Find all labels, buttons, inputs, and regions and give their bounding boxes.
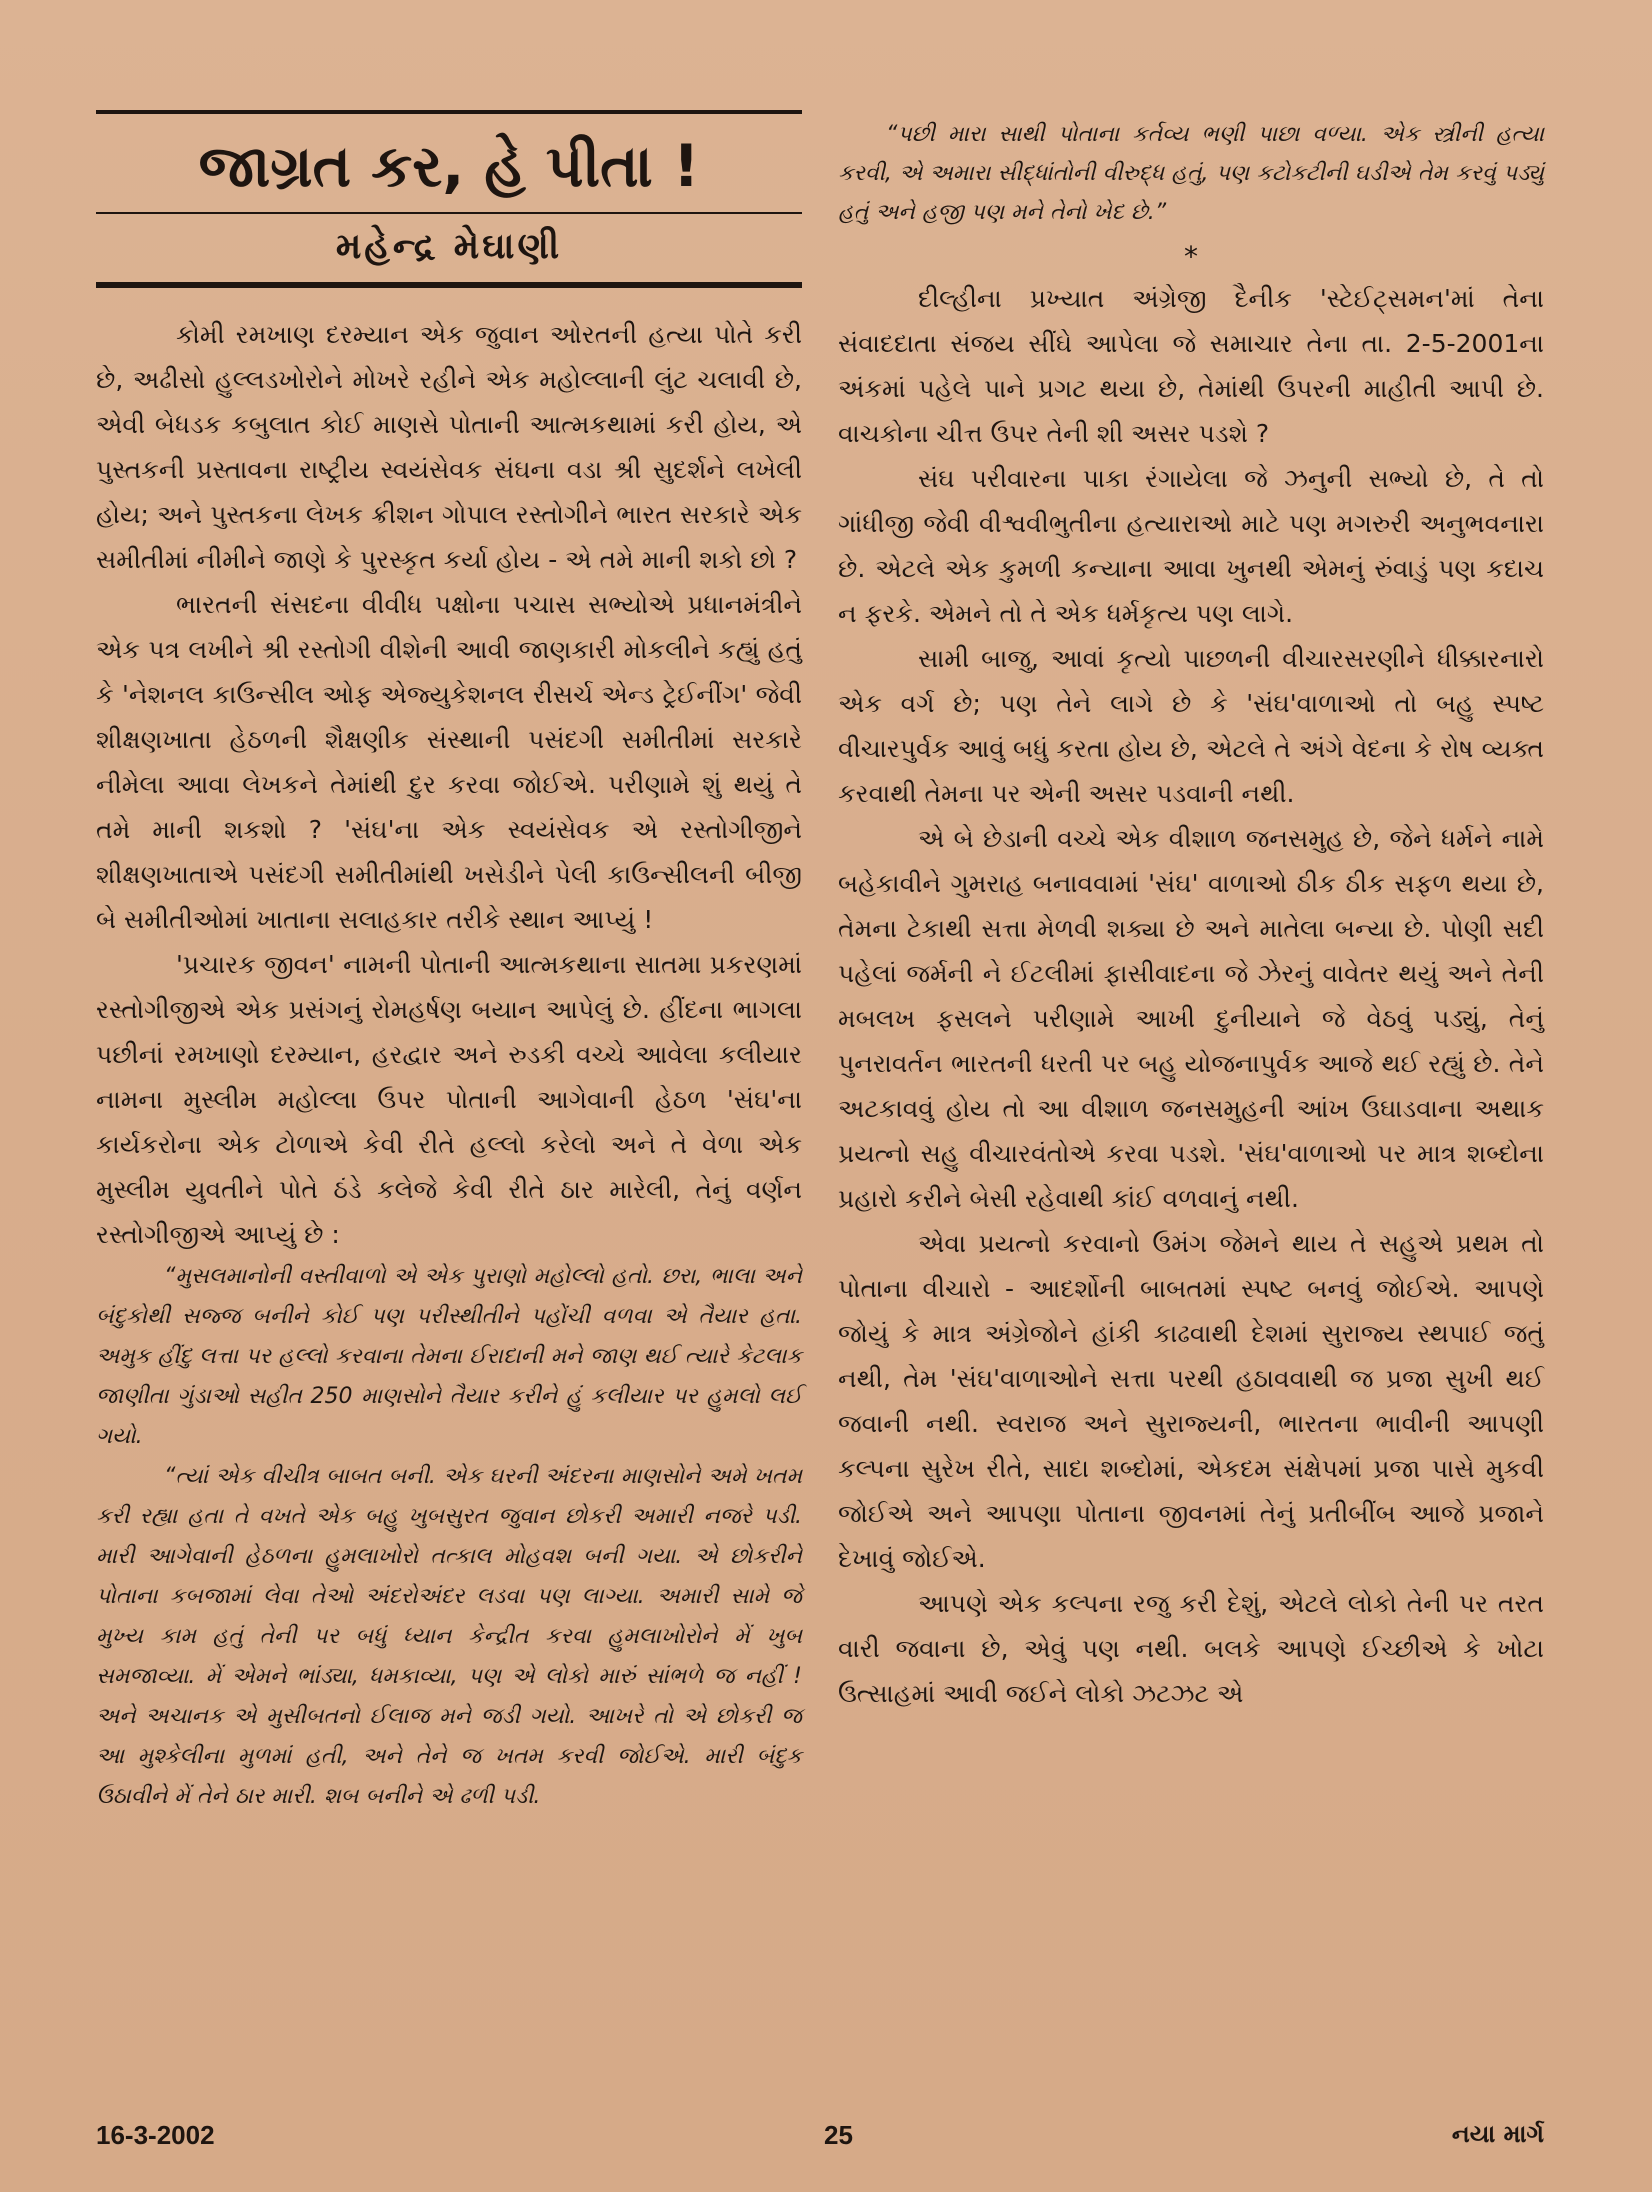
paragraph: સામી બાજુ, આવાં કૃત્યો પાછળની વીચારસરણીને ધીક્કારનારો એક વર્ગ છે; પણ તેને લાગે છે કે 'સંઘ'વાળાઓ તો બહુ સ્પષ્ટ વીચારપુર્વક આવું બધું કરતા હોય છે, એટલે તે અંગે વેદના કે રોષ વ્યક્ત કરવાથી તેમના પર એની અસર પડવાની નથી. — [838, 644, 1544, 808]
paragraph: એવા પ્રયત્નો કરવાનો ઉમંગ જેમને થાય તે સહુએ પ્રથમ તો પોતાના વીચારો - આદર્શોની બાબતમાં સ્પષ્ટ બનવું જોઈએ. આપણે જોયું કે માત્ર અંગ્રેજોને હાંકી કાઢવાથી દેશમાં સુરાજ્ય સ્થપાઈ જતું નથી, તેમ 'સંઘ'વાળાઓને સત્તા પરથી હઠાવવાથી જ પ્રજા સુખી થઈ જવાની નથી. સ્વરાજ અને સુરાજ્યની, ભારતના ભાવીની આપણી કલ્પના સુરેખ રીતે, સાદા શબ્દોમાં, એકદમ સંક્ષેપમાં પ્રજા પાસે મુકવી જોઈએ અને આપણા પોતાના જીવનમાં તેનું પ્રતીબીંબ આજે પ્રજાને દેખાવું જોઈએ. — [838, 1229, 1544, 1573]
article-author: મહેન્દ્ર મેઘાણી — [335, 226, 563, 267]
right-quote-block — [838, 115, 1544, 232]
left-body-text — [96, 312, 802, 1257]
header-bottom-rule — [96, 282, 802, 288]
page-footer — [96, 2120, 1544, 2160]
paragraph: કોમી રમખાણ દરમ્યાન એક જુવાન ઓરતની હત્યા પોતે કરી છે, અઢીસો હુલ્લડખોરોને મોખરે રહીને એક મહોલ્લાની લુંટ ચલાવી છે, એવી બેધડક કબુલાત કોઈ માણસે પોતાની આત્મકથામાં કરી હોય, એ પુસ્તકની પ્રસ્તાવના રાષ્ટ્રીય સ્વયંસેવક સંઘના વડા શ્રી સુદર્શને લખેલી હોય; અને પુસ્તકના લેખક ક્રીશન ગોપાલ રસ્તોગીને ભારત સરકારે એક સમીતીમાં નીમીને જાણે કે પુરસ્કૃત કર્યા હોય - એ તમે માની શકો છો ? — [96, 320, 802, 574]
magazine-name: નયા માર્ગ — [1451, 2120, 1544, 2148]
page-number: 25 — [824, 2120, 853, 2150]
paragraph: દીલ્હીના પ્રખ્યાત અંગ્રેજી દૈનીક 'સ્ટેઈટ્સમન'માં તેના સંવાદદાતા સંજય સીંઘે આપેલા જે સમાચાર તેના તા. 2-5-2001ના અંકમાં પહેલે પાને પ્રગટ થયા છે, તેમાંથી ઉપરની માહીતી આપી છે. વાચકોના ચીત્ત ઉપર તેની શી અસર પડશે ? — [838, 284, 1544, 448]
right-body-text — [838, 276, 1544, 1716]
right-column — [838, 115, 1544, 1716]
title-top-rule — [96, 110, 802, 114]
paragraph: એ બે છેડાની વચ્ચે એક વીશાળ જનસમુહ છે, જેને ધર્મને નામે બહેકાવીને ગુમરાહ બનાવવામાં 'સંઘ' વાળાઓ ઠીક ઠીક સફળ થયા છે, તેમના ટેકાથી સત્તા મેળવી શક્યા છે અને માતેલા બન્યા છે. પોણી સદી પહેલાં જર્મની ને ઈટલીમાં ફાસીવાદના જે ઝેરનું વાવેતર થયું અને તેની મબલખ ફસલને પરીણામે આખી દુનીયાને જે વેઠવું પડ્યું, તેનું પુનરાવર્તન ભારતની ધરતી પર બહુ યોજનાપુર્વક આજે થઈ રહ્યું છે. તેને અટકાવવું હોય તો આ વીશાળ જનસમુહની આંખ ઉઘાડવાના અથાક પ્રયત્નો સહુ વીચારવંતોએ કરવા પડશે. 'સંઘ'વાળાઓ પર માત્ર શબ્દોના પ્રહારો કરીને બેસી રહેવાથી કાંઈ વળવાનું નથી. — [838, 824, 1544, 1213]
quote-paragraph: “મુસલમાનોની વસ્તીવાળો એ એક પુરાણો મહોલ્લો હતો. છરા, ભાલા અને બંદુકોથી સજ્જ બનીને કોઈ પણ પરીસ્થીતીને પહોંચી વળવા એ તૈયાર હતા. અમુક હીંદુ લત્તા પર હલ્લો કરવાના તેમના ઈરાદાની મને જાણ થઈ ત્યારે કેટલાક જાણીતા ગુંડાઓ સહીત 250 માણસોને તૈયાર કરીને હું કલીયાર પર હુમલો લઈ ગયો. — [96, 1264, 802, 1449]
paragraph: ભારતની સંસદના વીવીધ પક્ષોના પચાસ સભ્યોએ પ્રધાનમંત્રીને એક પત્ર લખીને શ્રી રસ્તોગી વીશેની આવી જાણકારી મોકલીને કહ્યું હતું કે 'નેશનલ કાઉન્સીલ ઓફ એજ્યુકેશનલ રીસર્ચ એન્ડ ટ્રેઈનીંગ' જેવી શીક્ષણખાતા હેઠળની શૈક્ષણીક સંસ્થાની પસંદગી સમીતીમાં સરકારે નીમેલા આવા લેખકને તેમાંથી દુર કરવા જોઈએ. પરીણામે શું થયું તે તમે માની શકશો ? 'સંઘ'ના એક સ્વયંસેવક એ રસ્તોગીજીને શીક્ષણખાતાએ પસંદગી સમીતીમાંથી ખસેડીને પેલી કાઉન્સીલની બીજી બે સમીતીઓમાં ખાતાના સલાહકાર તરીકે સ્થાન આપ્યું ! — [96, 590, 802, 934]
quote-paragraph: “ત્યાં એક વીચીત્ર બાબત બની. એક ઘરની અંદરના માણસોને અમે ખતમ કરી રહ્યા હતા તે વખતે એક બહુ ખુબસુરત જુવાન છોકરી અમારી નજરે પડી. મારી આગેવાની હેઠળના હુમલાખોરો તત્કાલ મોહવશ બની ગયા. એ છોકરીને પોતાના કબજામાં લેવા તેઓ અંદરોઅંદર લડવા પણ લાગ્યા. અમારી સામે જે મુખ્ય કામ હતું તેની પર બધું ધ્યાન કેન્દ્રીત કરવા હુમલાખોરોને મેં ખુબ સમજાવ્યા. મેં એમને ભાંડ્યા, ધમકાવ્યા, પણ એ લોકો મારું સાંભળે જ નહીં ! અને અચાનક એ મુસીબતનો ઈલાજ મને જડી ગયો. આખરે તો એ છોકરી જ આ મુશ્કેલીના મુળમાં હતી, અને તેને જ ખતમ કરવી જોઈએ. મારી બંદુક ઉઠાવીને મેં તેને ઠાર મારી. શબ બનીને એ ઢળી પડી. — [96, 1464, 802, 1809]
paragraph: સંઘ પરીવારના પાકા રંગાયેલા જે ઝનુની સભ્યો છે, તે તો ગાંધીજી જેવી વીશ્વવીભુતીના હત્યારાઓ માટે પણ મગરુરી અનુભવનારા છે. એટલે એક કુમળી કન્યાના આવા ખુનથી એમનું રુંવાડું પણ કદાચ ન ફરકે. એમને તો તે એક ધર્મકૃત્ય પણ લાગે. — [838, 464, 1544, 628]
left-quote-block — [96, 1257, 802, 1817]
paragraph: 'પ્રચારક જીવન' નામની પોતાની આત્મકથાના સાતમા પ્રકરણમાં રસ્તોગીજીએ એક પ્રસંગનું રોમહર્ષણ બયાન આપેલું છે. હીંદના ભાગલા પછીનાં રમખાણો દરમ્યાન, હરદ્વાર અને રુડકી વચ્ચે આવેલા કલીયાર નામના મુસ્લીમ મહોલ્લા ઉપર પોતાની આગેવાની હેઠળ 'સંઘ'ના કાર્યકરોના એક ટોળાએ કેવી રીતે હલ્લો કરેલો અને તે વેળા એક મુસ્લીમ યુવતીને પોતે ઠંડે કલેજે કેવી રીતે ઠાર મારેલી, તેનું વર્ણન રસ્તોગીજીએ આપ્યું છે : — [96, 950, 802, 1249]
issue-date: 16-3-2002 — [96, 2120, 215, 2150]
paragraph: આપણે એક કલ્પના રજુ કરી દેશું, એટલે લોકો તેની પર તરત વારી જવાના છે, એવું પણ નથી. બલકે આપણે ઈચ્છીએ કે ખોટા ઉત્સાહમાં આવી જઈને લોકો ઝટઝટ એ — [838, 1589, 1544, 1708]
left-column — [96, 110, 802, 1817]
article-title: જાગ્રત કર, હે પીતા ! — [198, 132, 700, 200]
title-divider — [96, 212, 802, 214]
quote-paragraph: “પછી મારા સાથી પોતાના કર્તવ્ય ભણી પાછા વળ્યા. એક સ્ત્રીની હત્યા કરવી, એ અમારા સીદ્ધાંતોની વીરુદ્ધ હતું, પણ કટોકટીની ઘડીએ તેમ કરવું પડ્યું હતું અને હજી પણ મને તેનો ખેદ છે.” — [838, 122, 1544, 225]
section-separator: * — [1184, 240, 1198, 273]
